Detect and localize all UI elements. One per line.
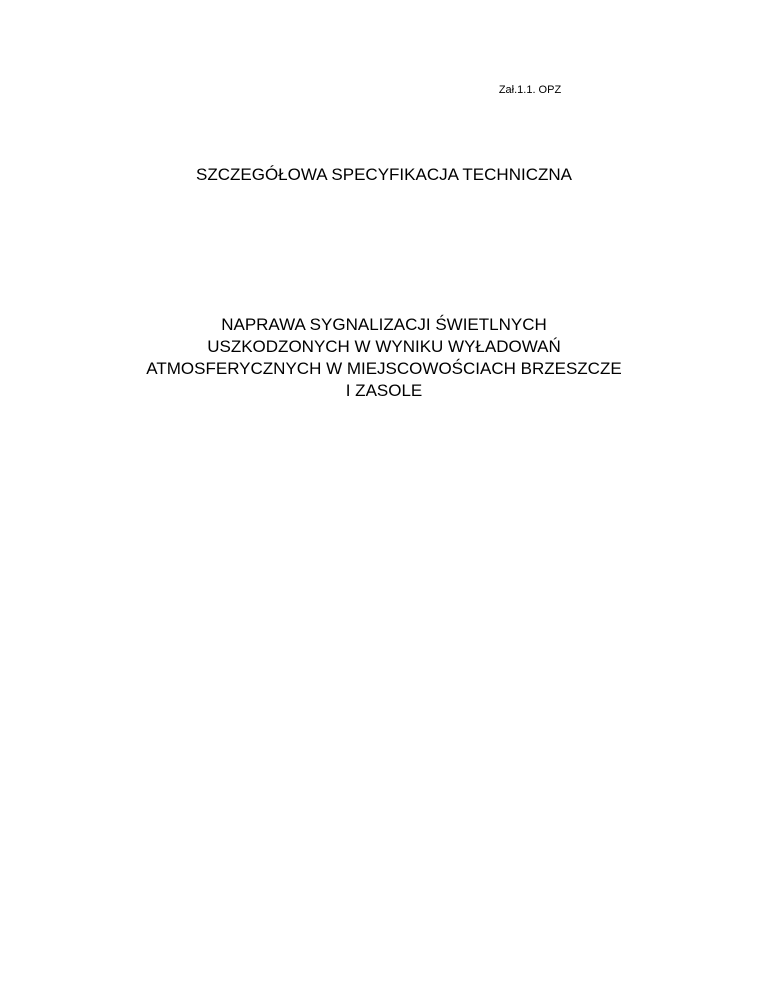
document-subject (0, 314, 768, 402)
subject-line: ATMOSFERYCZNYCH W MIEJSCOWOŚCIACH BRZESZCZE (146, 359, 622, 378)
subject-line: USZKODZONYCH W WYNIKU WYŁADOWAŃ (207, 337, 561, 356)
attachment-reference: Zał.1.1. OPZ (498, 84, 562, 96)
document-title: SZCZEGÓŁOWA SPECYFIKACJA TECHNICZNA (196, 165, 572, 184)
subject-line: I ZASOLE (345, 381, 423, 400)
subject-line: NAPRAWA SYGNALIZACJI ŚWIETLNYCH (221, 315, 547, 334)
